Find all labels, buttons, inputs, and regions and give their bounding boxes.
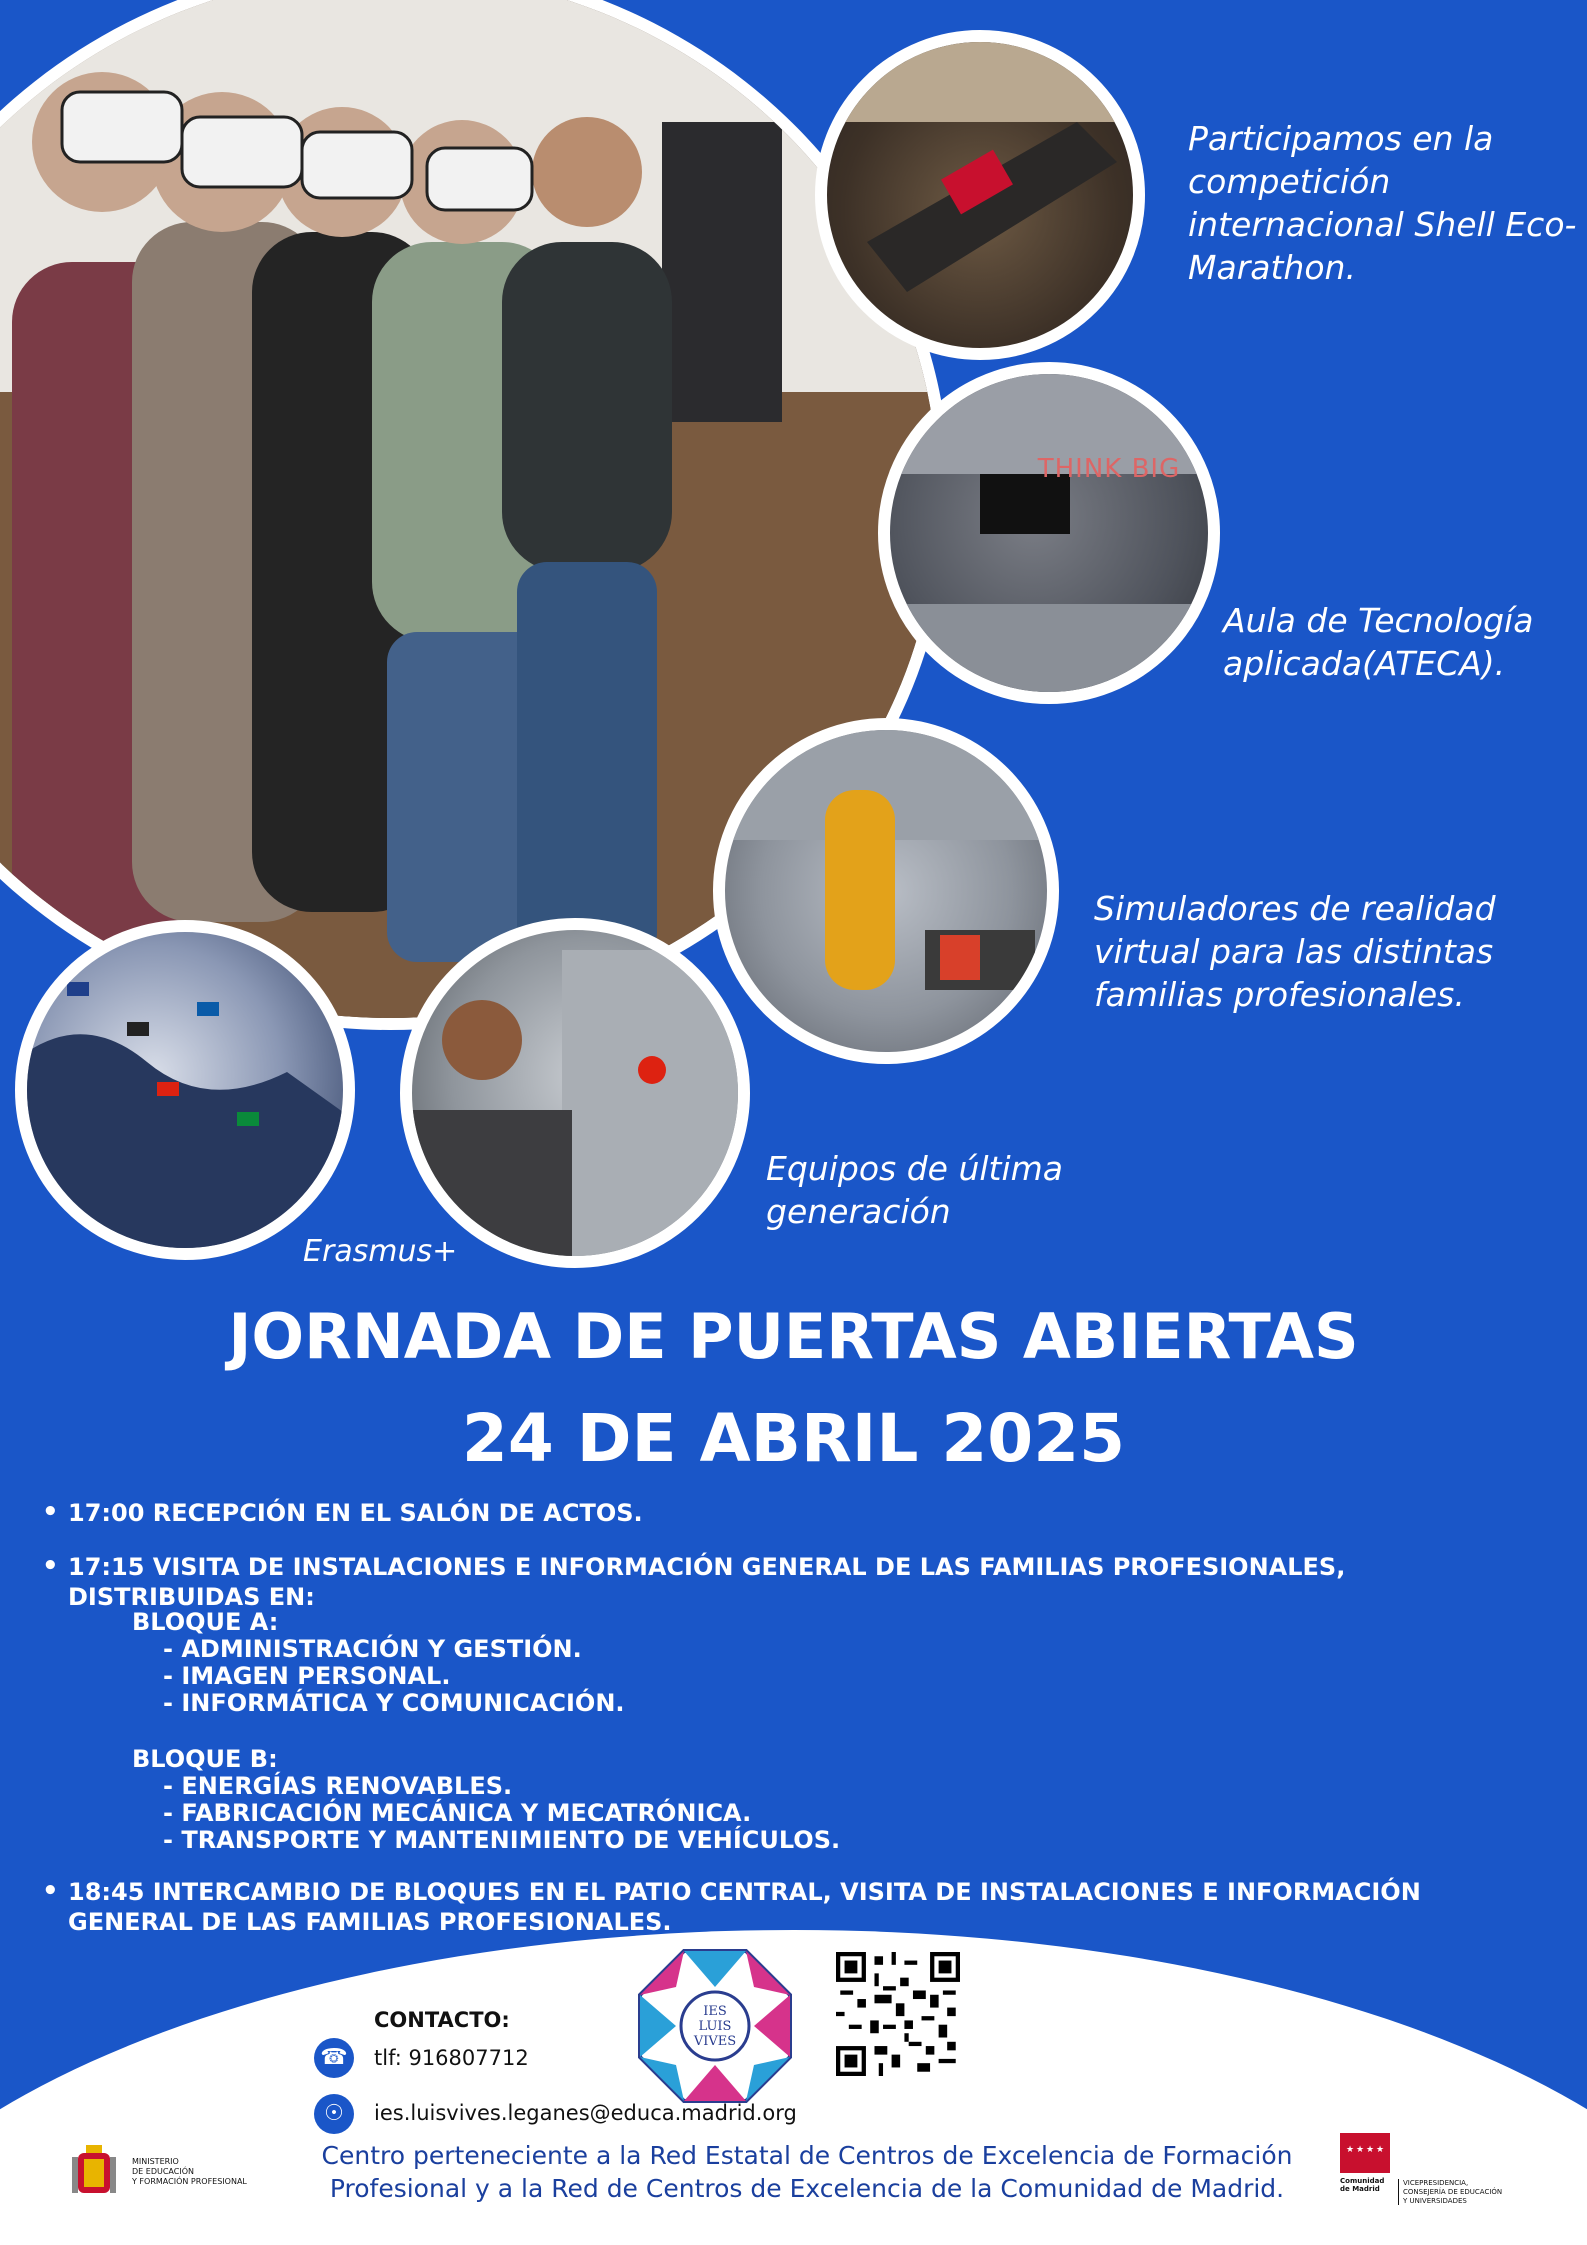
logo-text-3: VIVES [693, 2034, 737, 2049]
block-a-item: - ADMINISTRACIÓN Y GESTIÓN. [163, 1635, 582, 1663]
qr-code-graphic [836, 1952, 960, 2076]
consejeria-line: Y UNIVERSIDADES [1403, 2196, 1467, 2205]
block-b-item: - ENERGÍAS RENOVABLES. [163, 1772, 513, 1800]
agenda-item-exchange: • 18:45 INTERCAMBIO DE BLOQUES EN EL PATIO CENTRAL, VISITA DE INSTALACIONES E INFORMACIÓN GENERAL DE LAS FAMILIAS PROFESIONALES. [42, 1877, 1542, 1937]
consejeria-line: CONSEJERÍA DE EDUCACIÓN [1403, 2187, 1503, 2196]
race-car-illustration [827, 42, 1133, 348]
star-icon: ★ [1346, 2145, 1355, 2155]
simulator-illustration [725, 730, 1047, 1052]
vr-simulator-photo [713, 718, 1059, 1064]
shell-eco-marathon-photo [815, 30, 1145, 360]
block-b-title: BLOQUE B: [132, 1745, 278, 1773]
star-icon: ★ [1356, 2145, 1365, 2155]
agenda-item-reception: • 17:00 RECEPCIÓN EN EL SALÓN DE ACTOS. [42, 1498, 1542, 1528]
contact-email[interactable]: ies.luisvives.leganes@educa.madrid.org [374, 2101, 797, 2125]
think-big-sign: THINK BIG [1037, 454, 1181, 484]
classroom-illustration [890, 374, 1208, 692]
ateca-classroom-photo [878, 362, 1220, 704]
equipment-caption: Equipos de última generación [766, 1149, 1063, 1231]
europe-map-illustration [27, 932, 343, 1248]
block-a-item: - INFORMÁTICA Y COMUNICACIÓN. [163, 1689, 625, 1717]
qr-code[interactable] [836, 1952, 960, 2076]
block-a-item: - IMAGEN PERSONAL. [163, 1662, 451, 1690]
star-icon: ★ [1366, 2145, 1375, 2155]
spain-crest-icon [70, 2143, 118, 2201]
block-b-item: - TRANSPORTE Y MANTENIMIENTO DE VEHÍCULOS. [163, 1826, 841, 1854]
ministerio-logo [70, 2143, 270, 2203]
consejeria-label [1398, 2179, 1502, 2205]
contact-label: CONTACTO: [374, 2008, 510, 2032]
contact-phone[interactable]: tlf: 916807712 [374, 2046, 529, 2070]
madrid-flag-icon [1340, 2133, 1390, 2173]
globe-icon: ☉ [314, 2094, 354, 2134]
simulators-caption: Simuladores de realidad virtual para las distintas familias profesionales. [1094, 889, 1496, 1014]
logo-text-1: IES [703, 2004, 727, 2019]
event-title: JORNADA DE PUERTAS ABIERTAS [228, 1300, 1359, 1373]
block-b-item: - FABRICACIÓN MECÁNICA Y MECATRÓNICA. [163, 1799, 752, 1827]
comunidad-madrid-logo [1340, 2133, 1570, 2203]
equipment-photo [400, 918, 750, 1268]
machine-illustration [412, 930, 738, 1256]
consejeria-line: VICEPRESIDENCIA, [1403, 2179, 1469, 2187]
ministerio-line: DE EDUCACIÓN [132, 2167, 194, 2176]
ministerio-line: MINISTERIO [132, 2157, 179, 2166]
network-membership-note: Centro perteneciente a la Red Estatal de Centros de Excelencia de Formación Profesional y a la Red de Centros de Excelencia de la Comunidad de Madrid. [321, 2141, 1293, 2203]
phone-icon: ☎ [314, 2038, 354, 2078]
block-a-title: BLOQUE A: [132, 1608, 279, 1636]
ministerio-text [132, 2157, 247, 2187]
agenda-item-visit: • 17:15 VISITA DE INSTALACIONES E INFORMACIÓN GENERAL DE LAS FAMILIAS PROFESIONALES, DISTRIBUIDAS EN: [42, 1552, 1542, 1612]
erasmus-caption: Erasmus+ [303, 1234, 458, 1269]
shell-caption: Participamos en la competición internacional Shell Eco-Marathon. [1188, 119, 1577, 287]
madrid-line: Comunidad [1340, 2177, 1385, 2185]
ministerio-line: Y FORMACIÓN PROFESIONAL [132, 2177, 247, 2186]
star-icon: ★ [1376, 2145, 1385, 2155]
logo-text-2: LUIS [698, 2019, 732, 2034]
erasmus-map-photo [15, 920, 355, 1260]
madrid-label [1340, 2177, 1384, 2194]
logo-octagon [636, 1947, 794, 2105]
event-date: 24 DE ABRIL 2025 [461, 1400, 1126, 1477]
madrid-line: de Madrid [1340, 2185, 1380, 2194]
ies-luis-vives-logo [636, 1947, 794, 2105]
ateca-caption: Aula de Tecnología aplicada(ATECA). [1223, 601, 1534, 683]
